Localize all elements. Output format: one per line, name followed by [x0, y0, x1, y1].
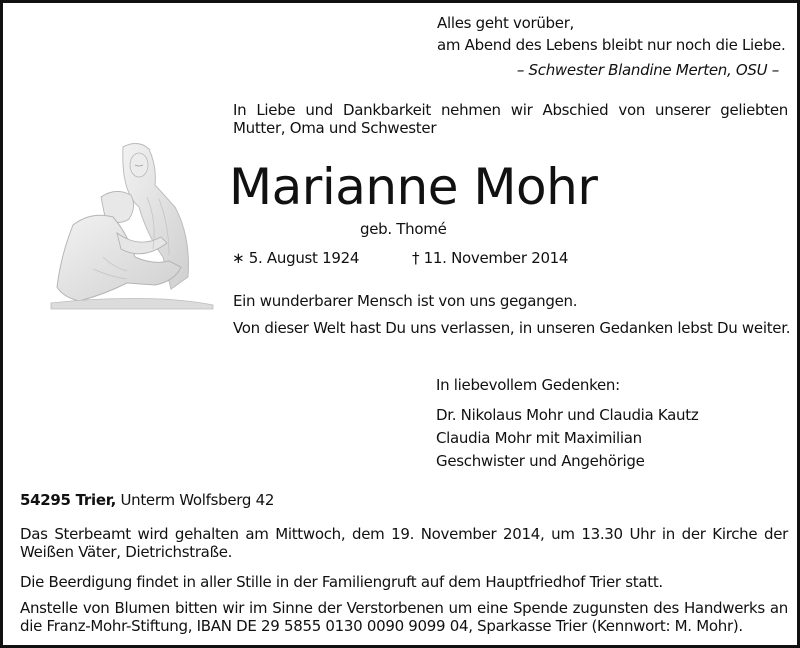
address-city: 54295 Trier,: [20, 491, 116, 509]
motto-author: – Schwester Blandine Merten, OSU –: [516, 61, 779, 79]
address-street: Unterm Wolfsberg 42: [120, 491, 275, 509]
birth-date-text: 5. August 1924: [248, 249, 360, 267]
birth-star-icon: ∗: [232, 249, 245, 267]
mourner-1: Dr. Nikolaus Mohr und Claudia Kautz: [436, 406, 699, 424]
notice-requiem: Das Sterbeamt wird gehalten am Mittwoch, dem 19. November 2014, um 13.30 Uhr in der Kirche der Weißen Väter, Dietrichstraße.: [20, 525, 788, 561]
motto-line-2: am Abend des Lebens bleibt nur noch die Liebe.: [437, 36, 786, 54]
closing-heading: In liebevollem Gedenken:: [436, 376, 620, 394]
notice-burial: Die Beerdigung findet in aller Stille in der Familiengruft auf dem Hauptfriedhof Trier statt.: [20, 573, 663, 591]
address: [20, 491, 274, 509]
death-date-text: 11. November 2014: [423, 249, 569, 267]
notice-donation: Anstelle von Blumen bitten wir im Sinne der Verstorbenen um eine Spende zugunsten des Handwerks an die Franz-Mohr-Stiftung, IBAN DE 29 5855 0130 0090 9099 04, Sparkasse Trier (Kennwort: M. Mohr).: [20, 599, 788, 635]
mourner-3: Geschwister und Angehörige: [436, 452, 645, 470]
pieta-statue-image: [43, 137, 218, 312]
verse-line-2: Von dieser Welt hast Du uns verlassen, in unseren Gedanken lebst Du weiter.: [233, 319, 791, 337]
intro-text: In Liebe und Dankbarkeit nehmen wir Abschied von unserer geliebten Mutter, Oma und Schwester: [233, 101, 788, 137]
maiden-name: geb. Thomé: [360, 220, 447, 238]
death-cross-icon: †: [412, 249, 420, 267]
birth-date: [232, 249, 359, 267]
mourner-2: Claudia Mohr mit Maximilian: [436, 429, 642, 447]
motto-line-1: Alles geht vorüber,: [437, 14, 575, 32]
death-date: [412, 249, 568, 267]
deceased-name: Marianne Mohr: [229, 158, 598, 216]
verse-line-1: Ein wunderbarer Mensch ist von uns gegangen.: [233, 292, 578, 310]
